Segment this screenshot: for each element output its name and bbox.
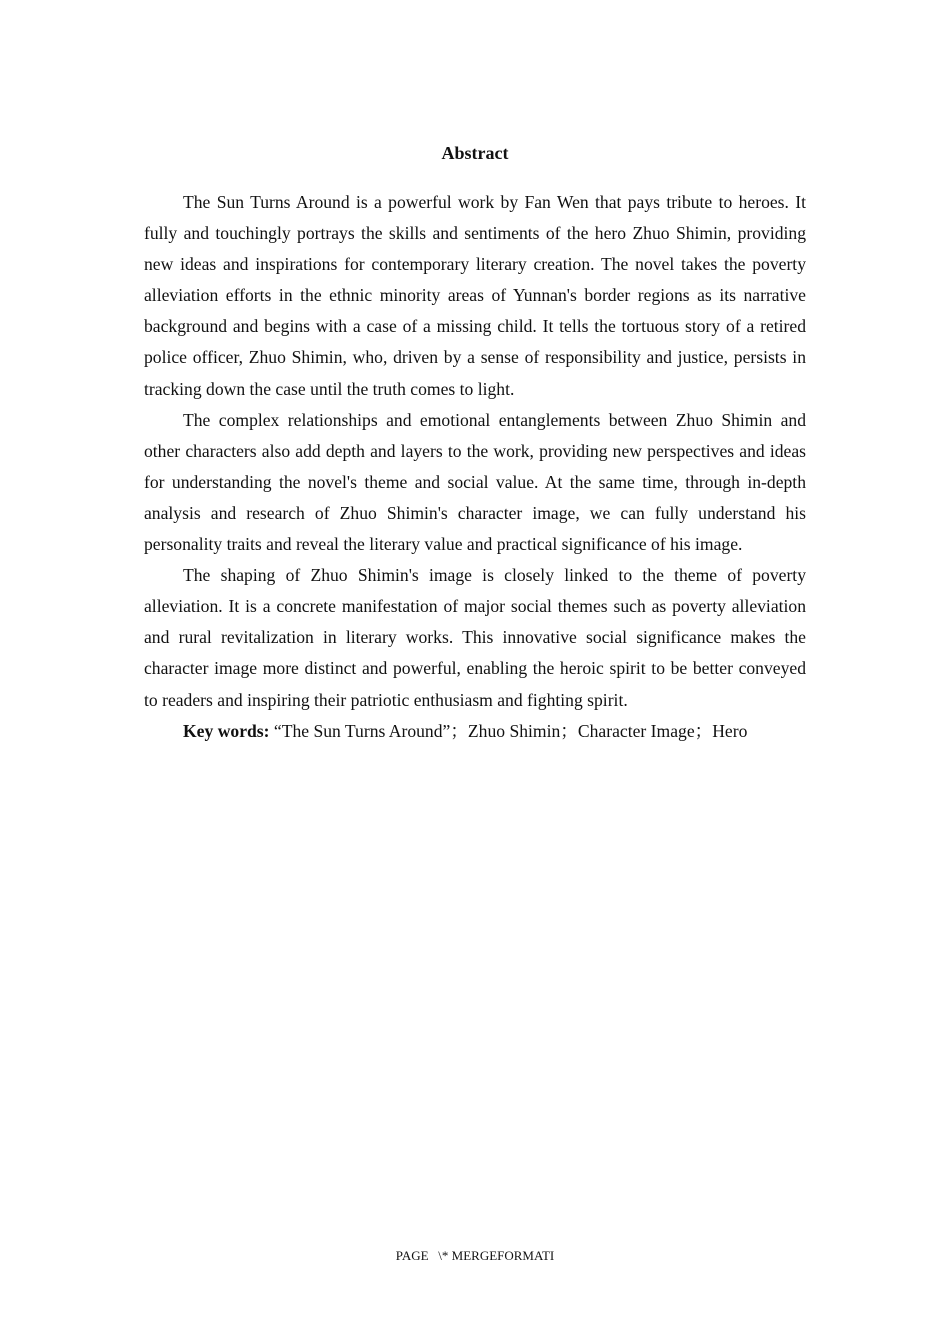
abstract-title: Abstract xyxy=(441,143,509,163)
abstract-paragraph-2: The complex relationships and emotional entanglements between Zhuo Shimin and other characters also add depth and layers to the work, providing new perspectives and ideas for understanding the novel's theme and social value. At the same time, through in-depth analysis and research of Zhuo Shimin's character image, we can fully understand his personality traits and reveal the literary value and practical significance of his image. xyxy=(144,409,806,555)
abstract-body xyxy=(144,187,806,747)
keywords-value: “The Sun Turns Around”；Zhuo Shimin；Character Image；Hero xyxy=(269,720,748,741)
keywords-label: Key words: xyxy=(183,720,270,741)
keywords-line xyxy=(144,716,806,747)
abstract-paragraph-1: The Sun Turns Around is a powerful work by Fan Wen that pays tribute to heroes. It fully and touchingly portrays the skills and sentiments of the hero Zhuo Shimin, providing new ideas and inspirations for contemporary literary creation. The novel takes the poverty alleviation efforts in the ethnic minority areas of Yunnan's border regions as its narrative background and begins with a case of a missing child. It tells the tortuous story of a retired police officer, Zhuo Shimin, who, driven by a sense of responsibility and justice, persists in tracking down the case until the truth comes to light. xyxy=(144,192,806,399)
abstract-paragraph-3: The shaping of Zhuo Shimin's image is closely linked to the theme of poverty alleviation. It is a concrete manifestation of major social themes such as poverty alleviation and rural revitalization in literary works. This innovative social significance makes the character image more distinct and powerful, enabling the heroic spirit to be better conveyed to readers and inspiring their patriotic enthusiasm and fighting spirit. xyxy=(144,565,806,710)
page-footer: PAGE \* MERGEFORMATI xyxy=(395,1248,555,1263)
